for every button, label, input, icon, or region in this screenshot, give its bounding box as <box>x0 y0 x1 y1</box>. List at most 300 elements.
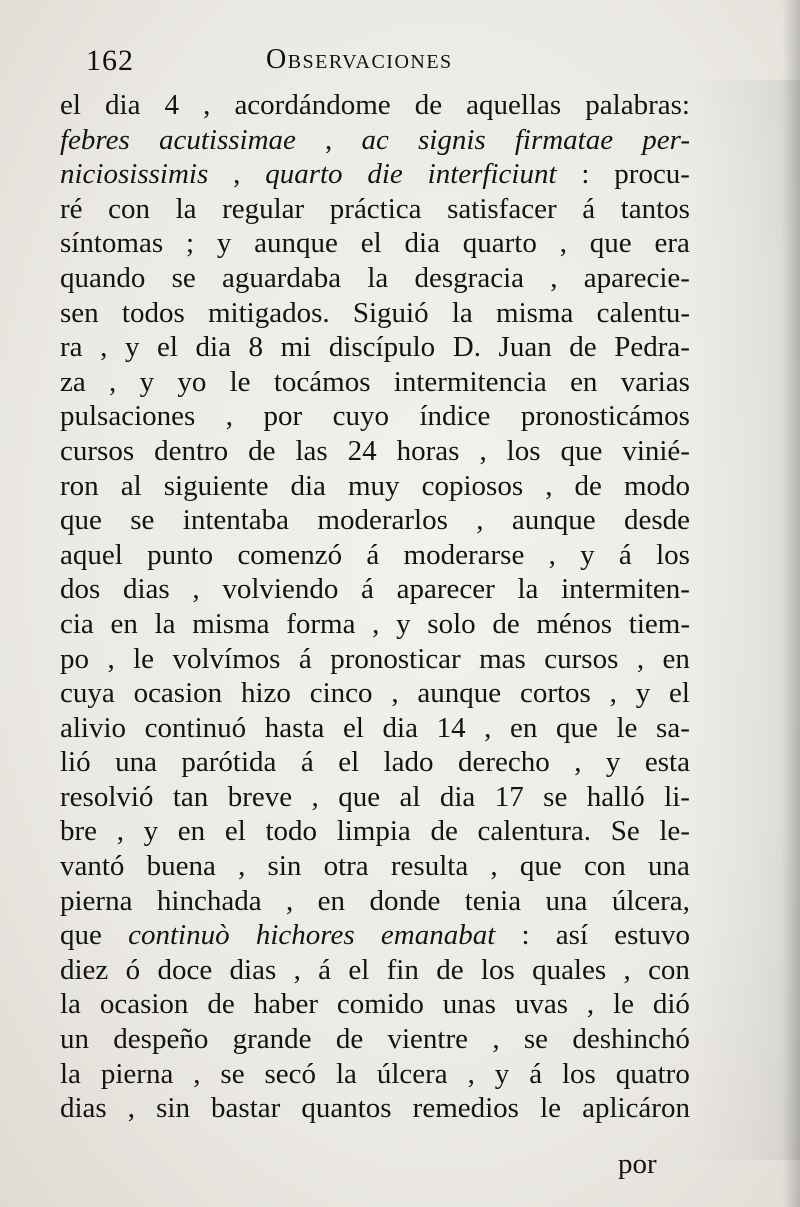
word: el <box>342 711 364 744</box>
word: en <box>510 711 538 744</box>
word: Se <box>610 815 640 848</box>
word: á <box>529 1057 543 1090</box>
word: ménos <box>536 607 613 640</box>
word: cinco <box>309 677 373 710</box>
word: síntomas <box>60 227 164 260</box>
word: secó <box>264 1057 317 1090</box>
word: la <box>60 1057 81 1090</box>
word: emanabat <box>380 919 496 952</box>
text-line <box>60 572 690 607</box>
text-line <box>60 711 690 746</box>
word: úlcera <box>376 1057 448 1090</box>
word: cia <box>60 607 94 640</box>
word: de <box>574 469 602 502</box>
word: le <box>613 988 634 1021</box>
word: quarto <box>265 158 343 191</box>
text-line <box>60 123 690 158</box>
word: vientre <box>387 1023 469 1056</box>
word: palabras: <box>585 89 690 121</box>
word: que <box>560 434 603 467</box>
word: todo <box>265 815 318 848</box>
word: , <box>193 1057 201 1090</box>
word: dia <box>105 89 141 121</box>
word: quatro <box>615 1057 690 1090</box>
word: punto <box>147 538 214 571</box>
word: , <box>109 365 117 398</box>
word: discípulo <box>328 331 436 364</box>
word: procu- <box>614 158 690 191</box>
text-line <box>60 88 690 123</box>
word: á <box>366 538 380 571</box>
word: con <box>648 953 690 986</box>
word: li- <box>664 780 690 813</box>
word: remedios <box>412 1092 519 1125</box>
word: 4 <box>164 89 180 121</box>
word: febres <box>60 123 130 156</box>
word: las <box>295 434 328 467</box>
word: , <box>107 642 115 675</box>
word: un <box>60 1023 89 1056</box>
word: , <box>623 953 631 986</box>
word: aunque <box>254 227 338 260</box>
word: le <box>133 642 155 675</box>
word: tantos <box>620 192 690 225</box>
word: , <box>116 815 124 848</box>
text-line <box>60 745 690 780</box>
word: dias <box>229 953 277 986</box>
word: índice <box>419 400 491 433</box>
word: horas <box>396 434 460 467</box>
running-head <box>86 40 496 80</box>
word: dias <box>60 1092 107 1125</box>
word: en <box>662 642 690 675</box>
word: aunque <box>511 504 596 537</box>
word: ré <box>60 192 83 225</box>
word: , <box>225 400 234 433</box>
word: cuyo <box>332 400 390 433</box>
word: pierna <box>60 884 133 917</box>
word: , <box>490 850 498 883</box>
word: otra <box>323 850 369 883</box>
word: aparecie- <box>583 261 690 294</box>
word: pierna <box>100 1057 174 1090</box>
word: á <box>618 538 632 571</box>
word: se <box>130 504 155 537</box>
text-line <box>60 607 690 642</box>
word: y <box>396 607 411 640</box>
word: le <box>616 711 638 744</box>
word: de <box>207 988 235 1021</box>
word: haber <box>253 988 318 1021</box>
word: yo <box>177 365 207 398</box>
word: de <box>430 815 458 848</box>
word: en <box>570 365 598 398</box>
word: cursos <box>544 642 619 675</box>
word: calentu- <box>596 296 690 329</box>
word: tan <box>172 780 209 813</box>
word: y <box>580 538 595 571</box>
word: diez <box>60 953 109 986</box>
word: , <box>203 89 211 121</box>
word: firmatae <box>514 123 614 156</box>
word: tiem- <box>628 607 690 640</box>
word: dia <box>404 227 440 260</box>
word: , <box>325 123 333 156</box>
word: cursos <box>60 434 135 467</box>
word: moderarse <box>403 538 525 571</box>
text-line <box>60 157 690 192</box>
word: hinchada <box>156 884 262 917</box>
word: que <box>338 780 381 813</box>
word: 14 <box>436 711 466 744</box>
word: por <box>263 400 303 433</box>
word: la <box>335 1057 357 1090</box>
word: mitigados. <box>207 296 330 329</box>
word: los <box>480 953 515 986</box>
word: ra <box>60 331 83 364</box>
word: , <box>467 1057 475 1090</box>
word: niciosissimis <box>60 158 209 191</box>
word: modo <box>623 469 690 502</box>
word: el <box>360 227 382 260</box>
word: buena <box>146 850 216 883</box>
text-line <box>60 261 690 296</box>
word: limpia <box>336 815 411 848</box>
word: tocámos <box>273 365 371 398</box>
page-edge-shadow <box>782 0 800 1207</box>
text-line <box>60 330 690 365</box>
word: desde <box>623 504 690 537</box>
word: que <box>556 711 598 744</box>
word: que <box>519 850 562 883</box>
word: acordándome <box>234 89 391 121</box>
word: aparecer <box>396 573 495 606</box>
word: po <box>60 642 89 675</box>
text-line <box>60 1091 690 1126</box>
word: se <box>523 1023 549 1056</box>
word: dia <box>290 469 326 502</box>
word: ron <box>60 469 99 502</box>
word: misma <box>496 296 574 329</box>
word: el <box>224 815 246 848</box>
text-line <box>60 365 690 400</box>
section-title: Observaciones <box>266 44 453 75</box>
word: cuya <box>60 677 115 710</box>
text-line <box>60 469 690 504</box>
word: se <box>220 1057 245 1090</box>
word: así <box>555 919 588 952</box>
word: Siguió <box>352 296 429 329</box>
word: calentura. <box>477 815 592 848</box>
text-line <box>60 918 690 953</box>
word: aplicáron <box>582 1092 690 1125</box>
word: aquellas <box>466 89 562 121</box>
word: copiosos <box>421 469 524 502</box>
text-line <box>60 814 690 849</box>
word: dió <box>652 988 690 1021</box>
word: dia <box>439 780 476 813</box>
word: siguiente <box>163 469 269 502</box>
word: die <box>367 158 403 191</box>
text-line <box>60 849 690 884</box>
word: ac <box>361 123 389 156</box>
word: le- <box>659 815 690 848</box>
word: comido <box>336 988 424 1021</box>
word: , <box>586 988 595 1021</box>
word: per- <box>642 123 690 156</box>
word: alivio <box>60 711 127 744</box>
word: al <box>120 469 142 502</box>
word: dia <box>195 331 231 364</box>
word: : <box>581 158 590 191</box>
word: una <box>115 746 157 779</box>
word: , <box>238 850 246 883</box>
word: dos <box>60 573 101 606</box>
word: tenia <box>464 884 522 917</box>
word: á <box>300 746 314 779</box>
word: volvímos <box>172 642 281 675</box>
word: ocasion <box>99 988 189 1021</box>
text-line <box>60 1022 690 1057</box>
word: á <box>361 573 374 606</box>
word: la <box>60 988 81 1021</box>
word: le <box>540 1092 561 1125</box>
word: continuó <box>144 711 247 744</box>
text-line <box>60 953 690 988</box>
body-text <box>60 88 690 1126</box>
word: doce <box>157 953 213 986</box>
word: que <box>60 919 102 952</box>
word: 8 <box>248 331 264 364</box>
word: ó <box>125 953 141 986</box>
word: acutissimae <box>158 123 296 156</box>
word: za <box>60 365 86 398</box>
word: que <box>60 504 102 537</box>
word: muy <box>348 469 400 502</box>
word: úlcera, <box>611 884 690 917</box>
text-line <box>60 503 690 538</box>
word: , <box>233 158 241 191</box>
word: 24 <box>347 434 377 467</box>
word: sa- <box>656 711 690 744</box>
word: vantó <box>60 850 125 883</box>
word: los <box>506 434 541 467</box>
word: intermitencia <box>393 365 547 398</box>
text-line <box>60 296 690 331</box>
word: comenzó <box>237 538 343 571</box>
word: de <box>436 953 464 986</box>
word: , <box>548 538 556 571</box>
word: , <box>550 261 558 294</box>
word: Pedra- <box>614 331 690 364</box>
word: , <box>476 504 484 537</box>
word: intentaba <box>182 504 290 537</box>
word: esta <box>644 746 690 779</box>
word: , <box>574 746 582 779</box>
word: el <box>348 953 370 986</box>
word: hizo <box>240 677 291 710</box>
word: pronosticámos <box>520 400 690 433</box>
word: y <box>216 227 232 260</box>
word: al <box>399 780 421 813</box>
word: bre <box>60 815 98 848</box>
word: en <box>317 884 346 917</box>
word: de <box>569 331 597 364</box>
word: todos <box>121 296 185 329</box>
word: , <box>484 711 492 744</box>
word: mas <box>479 642 526 675</box>
word: varias <box>620 365 690 398</box>
word: y <box>139 365 155 398</box>
word: fin <box>386 953 419 986</box>
word: , <box>127 1092 136 1125</box>
word: y <box>494 1057 510 1090</box>
word: de <box>335 1023 364 1056</box>
word: quales <box>532 953 607 986</box>
word: y <box>143 815 159 848</box>
word: y <box>605 746 621 779</box>
word: resolvió <box>60 780 154 813</box>
word: continuò <box>128 919 230 952</box>
word: la <box>451 296 473 329</box>
word: : <box>521 919 530 952</box>
word: , <box>391 677 399 710</box>
word: y <box>124 331 140 364</box>
text-line <box>60 226 690 261</box>
word: satisfacer <box>447 192 557 225</box>
word: la <box>175 192 197 225</box>
word: volviendo <box>222 573 339 606</box>
word: derecho <box>457 746 550 779</box>
word: el <box>338 746 360 779</box>
text-line <box>60 987 690 1022</box>
word: breve <box>227 780 293 813</box>
word: á <box>298 642 312 675</box>
word: dentro <box>154 434 229 467</box>
word: desgracia <box>414 261 525 294</box>
word: forma <box>286 607 356 640</box>
word: la <box>154 607 176 640</box>
word: el <box>157 331 178 364</box>
word: la <box>367 261 389 294</box>
text-line <box>60 642 690 677</box>
text-line <box>60 884 690 919</box>
word: dia <box>382 711 418 744</box>
word: , <box>311 780 319 813</box>
word: una <box>545 884 588 917</box>
word: interficiunt <box>427 158 557 191</box>
text-line <box>60 676 690 711</box>
word: Juan <box>498 331 552 364</box>
word: vinié- <box>622 434 690 467</box>
word: , <box>100 331 108 364</box>
word: uvas <box>514 988 568 1021</box>
word: lió <box>60 746 91 779</box>
word: mi <box>280 331 312 364</box>
word: le <box>229 365 251 398</box>
word: era <box>654 227 690 260</box>
word: sin <box>156 1092 190 1125</box>
word: en <box>110 607 138 640</box>
word: los <box>561 1057 596 1090</box>
word: parótida <box>181 746 277 779</box>
word: hichores <box>255 919 355 952</box>
word: los <box>656 538 690 571</box>
word: á <box>582 192 596 225</box>
word: , <box>636 642 645 675</box>
text-line <box>60 538 690 573</box>
text-line <box>60 399 690 434</box>
word: se <box>543 780 568 813</box>
word: hasta <box>264 711 325 744</box>
word: sin <box>267 850 302 883</box>
word: moderarlos <box>317 504 448 537</box>
word: quarto <box>462 227 537 260</box>
word: estuvo <box>614 919 690 952</box>
word: , <box>609 677 617 710</box>
catchword: por <box>618 1148 657 1180</box>
word: la <box>517 573 539 606</box>
page-number: 162 <box>86 44 134 77</box>
word: el <box>669 677 690 710</box>
word: sen <box>60 296 99 329</box>
text-line <box>60 780 690 815</box>
word: deshinchó <box>572 1023 690 1056</box>
word: pulsaciones <box>60 400 196 433</box>
word: , <box>293 953 301 986</box>
word: cortos <box>519 677 591 710</box>
word: de <box>414 89 443 121</box>
word: , <box>479 434 487 467</box>
text-line <box>60 434 690 469</box>
word: práctica <box>329 192 422 225</box>
word: intermiten- <box>561 573 690 606</box>
word: halló <box>586 780 645 813</box>
word: unas <box>442 988 496 1021</box>
word: ; <box>185 227 195 260</box>
word: aguardaba <box>221 261 342 294</box>
text-line <box>60 192 690 227</box>
word: despeño <box>113 1023 209 1056</box>
word: bastar <box>211 1092 281 1125</box>
word: quantos <box>301 1092 392 1125</box>
word: , <box>372 607 380 640</box>
word: dias <box>122 573 170 606</box>
word: en <box>177 815 206 848</box>
word: quando <box>60 261 146 294</box>
word: de <box>248 434 276 467</box>
word: ocasion <box>133 677 223 710</box>
word: y <box>635 677 651 710</box>
word: donde <box>369 884 441 917</box>
word: , <box>559 227 567 260</box>
word: 17 <box>494 780 524 813</box>
word: regular <box>222 192 305 225</box>
word: que <box>589 227 632 260</box>
word: misma <box>192 607 270 640</box>
word: , <box>192 573 200 606</box>
word: se <box>171 261 196 294</box>
word: con <box>583 850 626 883</box>
word: á <box>318 953 332 986</box>
word: , <box>492 1023 500 1056</box>
word: solo <box>427 607 476 640</box>
word: lado <box>383 746 434 779</box>
word: , <box>545 469 553 502</box>
word: resulta <box>390 850 469 883</box>
word: D. <box>452 331 481 364</box>
word: con <box>108 192 150 225</box>
